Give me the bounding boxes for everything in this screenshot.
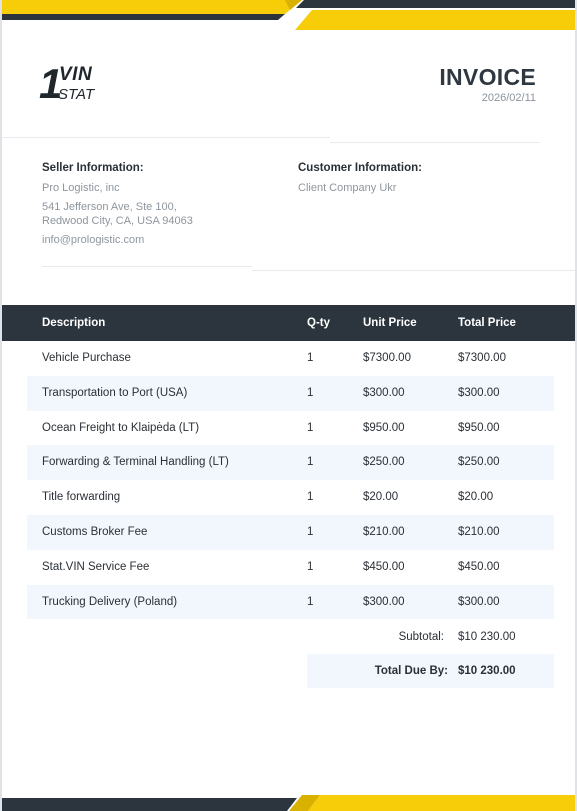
row-unit-price: $20.00 [363,491,399,504]
table-row [27,376,554,411]
seller-address-line1: 541 Jefferson Ave, Ste 100, [42,201,177,213]
row-unit-price: $950.00 [363,421,405,434]
row-total-price: $950.00 [458,421,500,434]
row-total-price: $250.00 [458,456,500,469]
header-description: Description [42,317,106,329]
total-due-label: Total Due By: [374,665,448,677]
table-row [27,515,554,550]
footer-decoration [2,795,577,811]
row-qty: 1 [307,525,314,538]
table-row [27,411,554,446]
row-description: Trucking Delivery (Poland) [42,595,178,608]
row-description: Forwarding & Terminal Handling (LT) [42,456,229,469]
row-description: Transportation to Port (USA) [42,386,188,399]
logo-vin-text: VIN [59,64,93,85]
total-due-value: $10 230.00 [458,665,516,677]
row-total-price: $300.00 [458,386,500,399]
divider [42,266,252,267]
divider [330,142,540,143]
table-row [27,445,554,480]
table-row [27,550,554,585]
seller-heading: Seller Information: [42,162,144,174]
row-qty: 1 [307,352,314,364]
row-unit-price: $210.00 [363,525,405,538]
row-unit-price: $450.00 [363,560,405,573]
row-description: Customs Broker Fee [42,525,148,538]
invoice-title: INVOICE [439,64,536,90]
total-due-box [307,654,554,688]
seller-address-line2: Redwood City, CA, USA 94063 [42,215,193,227]
subtotal-value: $10 230.00 [458,631,516,643]
customer-company: Client Company Ukr [298,182,397,194]
row-total-price: $20.00 [458,491,494,504]
customer-heading: Customer Information: [298,162,422,174]
row-unit-price: $300.00 [363,595,405,608]
row-unit-price: $250.00 [363,456,405,469]
logo-stat-text: STAT [58,86,95,103]
row-qty: 1 [307,491,314,504]
seller-information [42,162,272,247]
row-description: Ocean Freight to Klaipėda (LT) [42,421,200,434]
row-qty: 1 [307,456,314,469]
row-qty: 1 [307,595,314,608]
table-row [27,585,554,620]
table-row [27,341,554,376]
vinstat-logo [39,60,119,107]
row-qty: 1 [307,560,314,573]
logo-number: 1 [39,60,63,107]
row-unit-price: $300.00 [363,386,405,399]
header-decoration [2,0,577,40]
table-row [27,480,554,515]
row-unit-price: $7300.00 [363,352,411,364]
row-total-price: $300.00 [458,595,500,608]
row-qty: 1 [307,386,314,399]
row-description: Stat.VIN Service Fee [42,560,150,573]
line-items [27,341,554,619]
row-total-price: $7300.00 [458,352,506,364]
row-qty: 1 [307,421,314,434]
customer-information [298,162,528,195]
divider [252,270,577,271]
header-qty: Q-ty [307,317,330,329]
seller-company: Pro Logistic, inc [42,182,120,194]
header-total-price: Total Price [458,317,516,329]
row-description: Title forwarding [42,491,121,504]
invoice-date: 2026/02/11 [481,92,536,104]
header-unit-price: Unit Price [363,317,417,329]
row-total-price: $210.00 [458,525,500,538]
row-total-price: $450.00 [458,560,500,573]
seller-email: info@prologistic.com [42,234,145,246]
row-description: Vehicle Purchase [42,352,131,364]
table-header [2,305,577,341]
divider [2,137,330,138]
subtotal-label: Subtotal: [398,631,444,643]
